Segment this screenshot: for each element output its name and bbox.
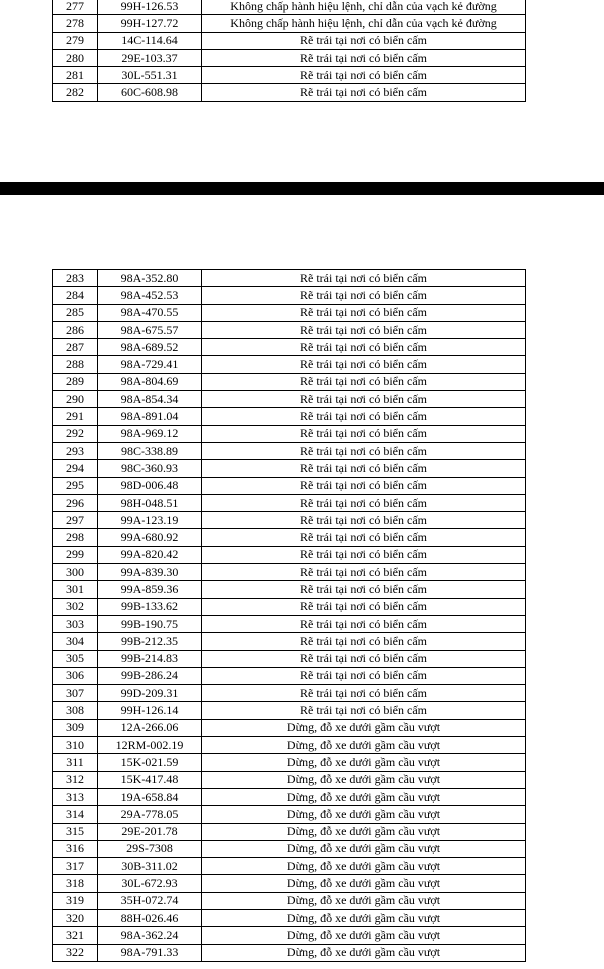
violation-cell: Rẽ trái tại nơi có biển cấm bbox=[202, 425, 526, 442]
row-number-cell: 310 bbox=[53, 737, 98, 754]
license-plate-cell: 29A-778.05 bbox=[98, 806, 202, 823]
row-number-cell: 292 bbox=[53, 425, 98, 442]
violation-table-page-bottom bbox=[52, 269, 526, 962]
table-row bbox=[53, 270, 526, 287]
violation-cell: Dừng, đỗ xe dưới gầm cầu vượt bbox=[202, 788, 526, 805]
row-number-cell: 280 bbox=[53, 49, 98, 66]
table-row bbox=[53, 408, 526, 425]
license-plate-cell: 98A-891.04 bbox=[98, 408, 202, 425]
violation-cell: Dừng, đỗ xe dưới gầm cầu vượt bbox=[202, 840, 526, 857]
row-number-cell: 315 bbox=[53, 823, 98, 840]
violation-cell: Rẽ trái tại nơi có biển cấm bbox=[202, 702, 526, 719]
license-plate-cell: 98A-675.57 bbox=[98, 321, 202, 338]
violation-cell: Rẽ trái tại nơi có biển cấm bbox=[202, 270, 526, 287]
table-row bbox=[53, 304, 526, 321]
table-row bbox=[53, 460, 526, 477]
table-row bbox=[53, 356, 526, 373]
row-number-cell: 289 bbox=[53, 373, 98, 390]
license-plate-cell: 35H-072.74 bbox=[98, 892, 202, 909]
violation-cell: Dừng, đỗ xe dưới gầm cầu vượt bbox=[202, 771, 526, 788]
table-row bbox=[53, 667, 526, 684]
table-row bbox=[53, 702, 526, 719]
row-number-cell: 278 bbox=[53, 15, 98, 32]
table-row bbox=[53, 287, 526, 304]
row-number-cell: 302 bbox=[53, 598, 98, 615]
license-plate-cell: 98A-352.80 bbox=[98, 270, 202, 287]
row-number-cell: 319 bbox=[53, 892, 98, 909]
row-number-cell: 306 bbox=[53, 667, 98, 684]
license-plate-cell: 99H-126.53 bbox=[98, 0, 202, 15]
license-plate-cell: 98A-969.12 bbox=[98, 425, 202, 442]
table-row bbox=[53, 512, 526, 529]
license-plate-cell: 99A-859.36 bbox=[98, 581, 202, 598]
table-row bbox=[53, 650, 526, 667]
license-plate-cell: 99B-214.83 bbox=[98, 650, 202, 667]
table-row bbox=[53, 944, 526, 961]
violation-cell: Rẽ trái tại nơi có biển cấm bbox=[202, 339, 526, 356]
table-row bbox=[53, 15, 526, 32]
violation-cell: Dừng, đỗ xe dưới gầm cầu vượt bbox=[202, 754, 526, 771]
row-number-cell: 277 bbox=[53, 0, 98, 15]
table-row bbox=[53, 477, 526, 494]
table-row bbox=[53, 771, 526, 788]
table-row bbox=[53, 858, 526, 875]
license-plate-cell: 98A-729.41 bbox=[98, 356, 202, 373]
license-plate-cell: 29E-201.78 bbox=[98, 823, 202, 840]
table-row bbox=[53, 84, 526, 101]
license-plate-cell: 15K-021.59 bbox=[98, 754, 202, 771]
row-number-cell: 311 bbox=[53, 754, 98, 771]
license-plate-cell: 99B-286.24 bbox=[98, 667, 202, 684]
page-break-divider bbox=[0, 182, 604, 195]
row-number-cell: 291 bbox=[53, 408, 98, 425]
row-number-cell: 287 bbox=[53, 339, 98, 356]
violation-cell: Dừng, đỗ xe dưới gầm cầu vượt bbox=[202, 875, 526, 892]
license-plate-cell: 98D-006.48 bbox=[98, 477, 202, 494]
row-number-cell: 317 bbox=[53, 858, 98, 875]
license-plate-cell: 98A-452.53 bbox=[98, 287, 202, 304]
table-row bbox=[53, 598, 526, 615]
violation-table-page-top bbox=[52, 0, 526, 102]
row-number-cell: 285 bbox=[53, 304, 98, 321]
violation-cell: Dừng, đỗ xe dưới gầm cầu vượt bbox=[202, 806, 526, 823]
violation-cell: Rẽ trái tại nơi có biển cấm bbox=[202, 546, 526, 563]
license-plate-cell: 30L-672.93 bbox=[98, 875, 202, 892]
violation-cell: Dừng, đỗ xe dưới gầm cầu vượt bbox=[202, 909, 526, 926]
license-plate-cell: 99H-126.14 bbox=[98, 702, 202, 719]
violation-cell: Dừng, đỗ xe dưới gầm cầu vượt bbox=[202, 892, 526, 909]
row-number-cell: 279 bbox=[53, 32, 98, 49]
license-plate-cell: 98A-689.52 bbox=[98, 339, 202, 356]
table-row bbox=[53, 391, 526, 408]
violation-cell: Rẽ trái tại nơi có biển cấm bbox=[202, 667, 526, 684]
violation-cell: Dừng, đỗ xe dưới gầm cầu vượt bbox=[202, 927, 526, 944]
row-number-cell: 314 bbox=[53, 806, 98, 823]
row-number-cell: 299 bbox=[53, 546, 98, 563]
row-number-cell: 312 bbox=[53, 771, 98, 788]
row-number-cell: 321 bbox=[53, 927, 98, 944]
license-plate-cell: 99A-680.92 bbox=[98, 529, 202, 546]
license-plate-cell: 98A-362.24 bbox=[98, 927, 202, 944]
row-number-cell: 309 bbox=[53, 719, 98, 736]
row-number-cell: 316 bbox=[53, 840, 98, 857]
violation-cell: Không chấp hành hiệu lệnh, chỉ dẫn của vạch kẻ đường bbox=[202, 0, 526, 15]
violation-cell: Rẽ trái tại nơi có biển cấm bbox=[202, 373, 526, 390]
violation-cell: Rẽ trái tại nơi có biển cấm bbox=[202, 67, 526, 84]
row-number-cell: 308 bbox=[53, 702, 98, 719]
table-row bbox=[53, 754, 526, 771]
violation-cell: Rẽ trái tại nơi có biển cấm bbox=[202, 356, 526, 373]
violation-cell: Không chấp hành hiệu lệnh, chỉ dẫn của vạch kẻ đường bbox=[202, 15, 526, 32]
table-row bbox=[53, 927, 526, 944]
license-plate-cell: 99B-133.62 bbox=[98, 598, 202, 615]
table-row bbox=[53, 909, 526, 926]
table-row bbox=[53, 0, 526, 15]
license-plate-cell: 12RM-002.19 bbox=[98, 737, 202, 754]
table-row bbox=[53, 546, 526, 563]
license-plate-cell: 60C-608.98 bbox=[98, 84, 202, 101]
table-row bbox=[53, 373, 526, 390]
violation-cell: Rẽ trái tại nơi có biển cấm bbox=[202, 494, 526, 511]
license-plate-cell: 30L-551.31 bbox=[98, 67, 202, 84]
violation-cell: Rẽ trái tại nơi có biển cấm bbox=[202, 442, 526, 459]
license-plate-cell: 98C-360.93 bbox=[98, 460, 202, 477]
violation-cell: Dừng, đỗ xe dưới gầm cầu vượt bbox=[202, 858, 526, 875]
license-plate-cell: 99A-820.42 bbox=[98, 546, 202, 563]
table-row bbox=[53, 633, 526, 650]
row-number-cell: 300 bbox=[53, 564, 98, 581]
row-number-cell: 295 bbox=[53, 477, 98, 494]
violation-cell: Dừng, đỗ xe dưới gầm cầu vượt bbox=[202, 737, 526, 754]
row-number-cell: 303 bbox=[53, 615, 98, 632]
license-plate-cell: 14C-114.64 bbox=[98, 32, 202, 49]
violation-cell: Dừng, đỗ xe dưới gầm cầu vượt bbox=[202, 719, 526, 736]
table-row bbox=[53, 425, 526, 442]
table-row bbox=[53, 806, 526, 823]
row-number-cell: 301 bbox=[53, 581, 98, 598]
license-plate-cell: 98H-048.51 bbox=[98, 494, 202, 511]
violation-cell: Rẽ trái tại nơi có biển cấm bbox=[202, 633, 526, 650]
violation-cell: Dừng, đỗ xe dưới gầm cầu vượt bbox=[202, 944, 526, 961]
license-plate-cell: 29S-7308 bbox=[98, 840, 202, 857]
violation-cell: Dừng, đỗ xe dưới gầm cầu vượt bbox=[202, 823, 526, 840]
row-number-cell: 296 bbox=[53, 494, 98, 511]
table-row bbox=[53, 321, 526, 338]
table-row bbox=[53, 32, 526, 49]
violation-cell: Rẽ trái tại nơi có biển cấm bbox=[202, 49, 526, 66]
table-row bbox=[53, 875, 526, 892]
license-plate-cell: 19A-658.84 bbox=[98, 788, 202, 805]
table-row bbox=[53, 840, 526, 857]
violation-cell: Rẽ trái tại nơi có biển cấm bbox=[202, 685, 526, 702]
row-number-cell: 288 bbox=[53, 356, 98, 373]
table-row bbox=[53, 49, 526, 66]
row-number-cell: 293 bbox=[53, 442, 98, 459]
license-plate-cell: 29E-103.37 bbox=[98, 49, 202, 66]
row-number-cell: 305 bbox=[53, 650, 98, 667]
violation-cell: Rẽ trái tại nơi có biển cấm bbox=[202, 391, 526, 408]
license-plate-cell: 98C-338.89 bbox=[98, 442, 202, 459]
table-row bbox=[53, 564, 526, 581]
row-number-cell: 298 bbox=[53, 529, 98, 546]
table-row bbox=[53, 719, 526, 736]
row-number-cell: 297 bbox=[53, 512, 98, 529]
violation-cell: Rẽ trái tại nơi có biển cấm bbox=[202, 304, 526, 321]
row-number-cell: 282 bbox=[53, 84, 98, 101]
violation-cell: Rẽ trái tại nơi có biển cấm bbox=[202, 477, 526, 494]
license-plate-cell: 99B-190.75 bbox=[98, 615, 202, 632]
violation-cell: Rẽ trái tại nơi có biển cấm bbox=[202, 84, 526, 101]
license-plate-cell: 88H-026.46 bbox=[98, 909, 202, 926]
license-plate-cell: 99D-209.31 bbox=[98, 685, 202, 702]
table-row bbox=[53, 615, 526, 632]
violation-cell: Rẽ trái tại nơi có biển cấm bbox=[202, 581, 526, 598]
row-number-cell: 320 bbox=[53, 909, 98, 926]
table-row bbox=[53, 823, 526, 840]
license-plate-cell: 98A-854.34 bbox=[98, 391, 202, 408]
table-row bbox=[53, 442, 526, 459]
row-number-cell: 318 bbox=[53, 875, 98, 892]
row-number-cell: 294 bbox=[53, 460, 98, 477]
row-number-cell: 313 bbox=[53, 788, 98, 805]
table-row bbox=[53, 67, 526, 84]
table-row bbox=[53, 737, 526, 754]
license-plate-cell: 30B-311.02 bbox=[98, 858, 202, 875]
row-number-cell: 281 bbox=[53, 67, 98, 84]
license-plate-cell: 98A-791.33 bbox=[98, 944, 202, 961]
license-plate-cell: 98A-470.55 bbox=[98, 304, 202, 321]
license-plate-cell: 99H-127.72 bbox=[98, 15, 202, 32]
violation-cell: Rẽ trái tại nơi có biển cấm bbox=[202, 460, 526, 477]
table-row bbox=[53, 339, 526, 356]
row-number-cell: 283 bbox=[53, 270, 98, 287]
table-row bbox=[53, 685, 526, 702]
row-number-cell: 307 bbox=[53, 685, 98, 702]
license-plate-cell: 99B-212.35 bbox=[98, 633, 202, 650]
violation-cell: Rẽ trái tại nơi có biển cấm bbox=[202, 512, 526, 529]
row-number-cell: 286 bbox=[53, 321, 98, 338]
violation-cell: Rẽ trái tại nơi có biển cấm bbox=[202, 408, 526, 425]
table-row bbox=[53, 788, 526, 805]
row-number-cell: 290 bbox=[53, 391, 98, 408]
license-plate-cell: 15K-417.48 bbox=[98, 771, 202, 788]
row-number-cell: 284 bbox=[53, 287, 98, 304]
table-row bbox=[53, 529, 526, 546]
violation-cell: Rẽ trái tại nơi có biển cấm bbox=[202, 321, 526, 338]
license-plate-cell: 99A-839.30 bbox=[98, 564, 202, 581]
license-plate-cell: 99A-123.19 bbox=[98, 512, 202, 529]
table-row bbox=[53, 581, 526, 598]
violation-cell: Rẽ trái tại nơi có biển cấm bbox=[202, 650, 526, 667]
license-plate-cell: 98A-804.69 bbox=[98, 373, 202, 390]
violation-cell: Rẽ trái tại nơi có biển cấm bbox=[202, 564, 526, 581]
violation-cell: Rẽ trái tại nơi có biển cấm bbox=[202, 615, 526, 632]
row-number-cell: 322 bbox=[53, 944, 98, 961]
violation-cell: Rẽ trái tại nơi có biển cấm bbox=[202, 529, 526, 546]
table-row bbox=[53, 494, 526, 511]
violation-cell: Rẽ trái tại nơi có biển cấm bbox=[202, 598, 526, 615]
violation-cell: Rẽ trái tại nơi có biển cấm bbox=[202, 32, 526, 49]
table-row bbox=[53, 892, 526, 909]
violation-cell: Rẽ trái tại nơi có biển cấm bbox=[202, 287, 526, 304]
license-plate-cell: 12A-266.06 bbox=[98, 719, 202, 736]
row-number-cell: 304 bbox=[53, 633, 98, 650]
